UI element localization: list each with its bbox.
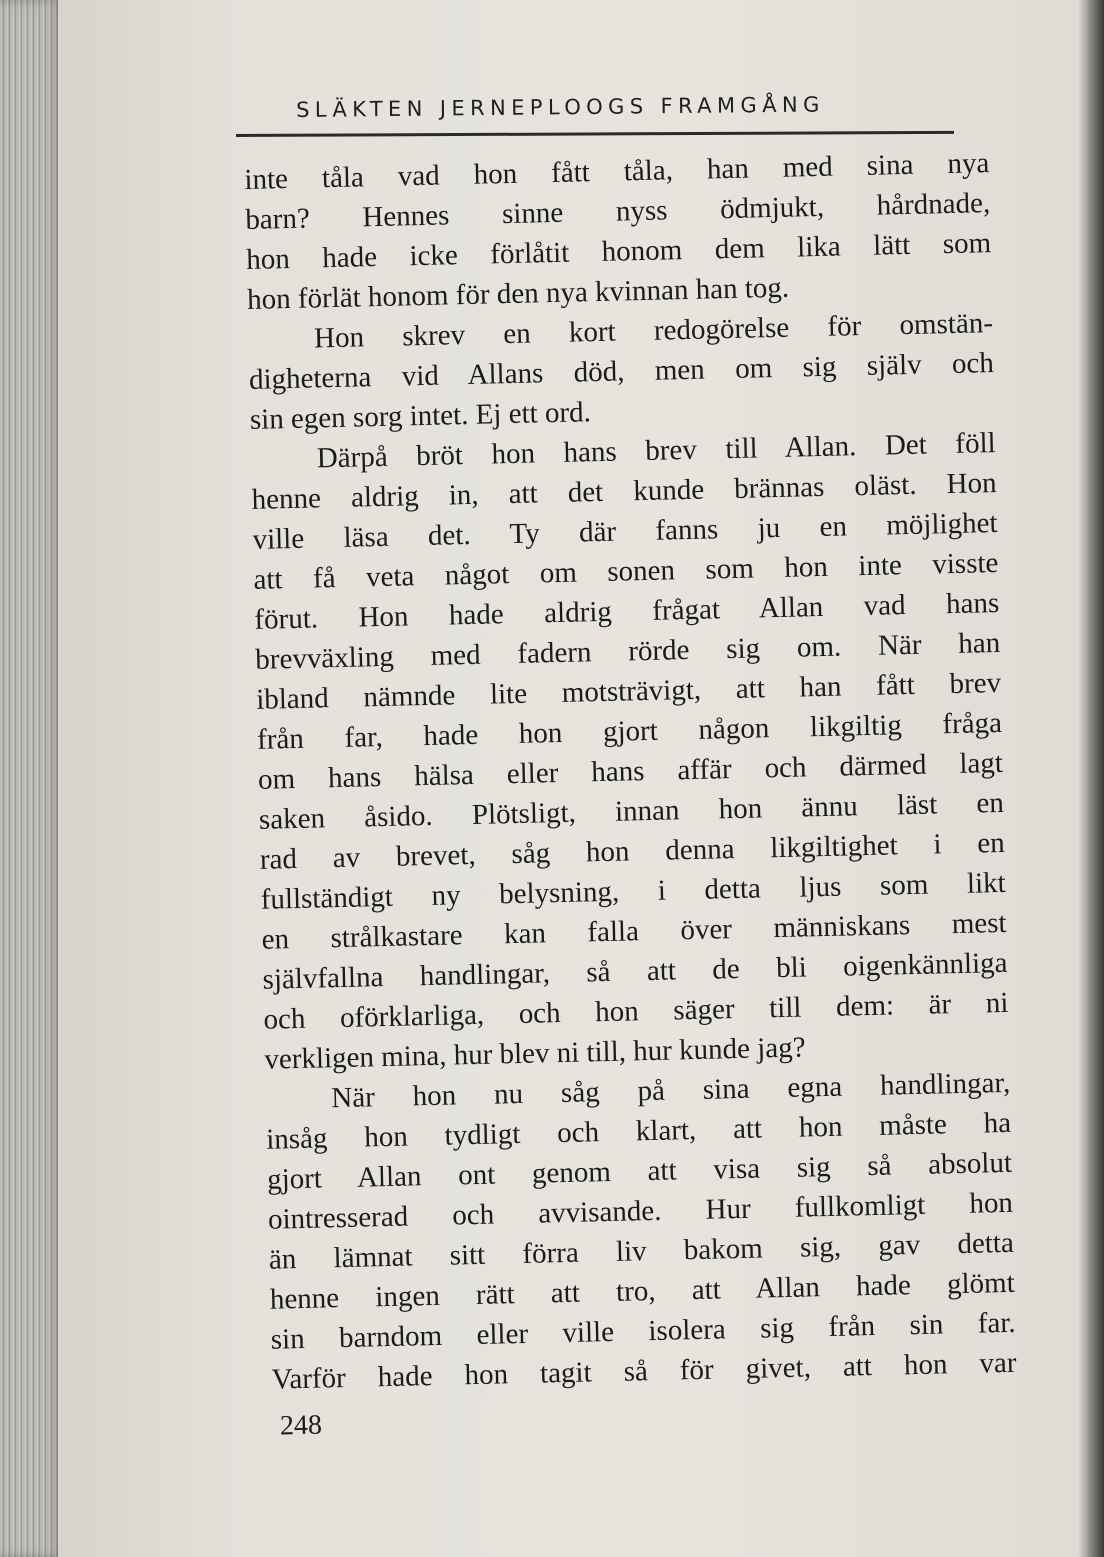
text-line: ibland nämnde lite motsträvigt, att han fått brev: [255, 666, 1002, 716]
text-line: en strålkastare kan falla över människans mest: [261, 906, 1007, 956]
binding-shadow: [1078, 0, 1104, 1557]
text-line: fullständigt ny belysning, i detta ljus som likt: [260, 866, 1006, 916]
text-line: verkligen mina, hur blev ni till, hur kunde jag?: [264, 1031, 806, 1076]
text-line: att få veta något om sonen som hon inte visste: [253, 546, 999, 596]
running-head: SLÄKTEN JERNEPLOOGS FRAMGÅNG: [296, 92, 825, 122]
text-line: sin barndom eller ville isolera sig från sin far.: [270, 1306, 1016, 1356]
text-line: ointresserad och avvisande. Hur fullkomligt hon: [267, 1186, 1014, 1236]
text-line: hon förlät honom för den nya kvinnan han tog.: [246, 271, 790, 316]
text-line: insåg hon tydligt och klart, att hon måste ha: [265, 1106, 1012, 1156]
text-line: När hon nu såg på sina egna handlingar,: [330, 1066, 1011, 1115]
text-line: inte tåla vad hon fått tåla, han med sina nya: [244, 147, 990, 196]
text-line: barn? Hennes sinne nyss ödmjukt, hårdnade,: [244, 187, 991, 236]
text-line: Därpå bröt hon hans brev till Allan. Det föll: [316, 427, 996, 475]
text-line: Hon skrev en kort redogörelse för omstän-: [313, 307, 994, 355]
text-line: gjort Allan ont genom att visa sig så absolut: [266, 1146, 1013, 1196]
text-line: henne ingen rätt att tro, att Allan hade glömt: [269, 1266, 1016, 1316]
text-line: sin egen sorg intet. Ej ett ord.: [249, 396, 592, 436]
text-line: förut. Hon hade aldrig frågat Allan vad hans: [254, 586, 1000, 636]
text-line: och oförklarliga, och hon säger till dem: är ni: [263, 986, 1009, 1036]
text-line: rad av brevet, såg hon denna likgiltighet i en: [259, 826, 1006, 876]
text-line: om hans hälsa eller hans affär och därmed lagt: [257, 746, 1004, 796]
page-edges: [0, 0, 62, 1557]
text-line: digheterna vid Allans död, men om sig själv och: [248, 347, 995, 396]
text-line: henne aldrig in, att det kunde brännas oläst. Hon: [251, 467, 997, 516]
page-number: 248: [279, 1409, 323, 1442]
text-line: hon hade icke förlåtit honom dem lika lätt som: [245, 227, 992, 276]
text-line: från far, hade hon gjort någon likgiltig fråga: [256, 706, 1003, 756]
text-line: brevväxling med fadern rörde sig om. När han: [254, 626, 1001, 676]
text-line: saken åsido. Plötsligt, innan hon ännu läst en: [258, 786, 1005, 836]
text-line: Varför hade hon tagit så för givet, att hon var: [271, 1346, 1017, 1396]
body-text: [244, 143, 1017, 1400]
text-line: ville läsa det. Ty där fanns ju en möjlighet: [252, 507, 998, 556]
text-line: än lämnat sitt förra liv bakom sig, gav detta: [268, 1226, 1015, 1276]
text-line: självfallna handlingar, så att de bli oigenkännliga: [262, 946, 1008, 996]
